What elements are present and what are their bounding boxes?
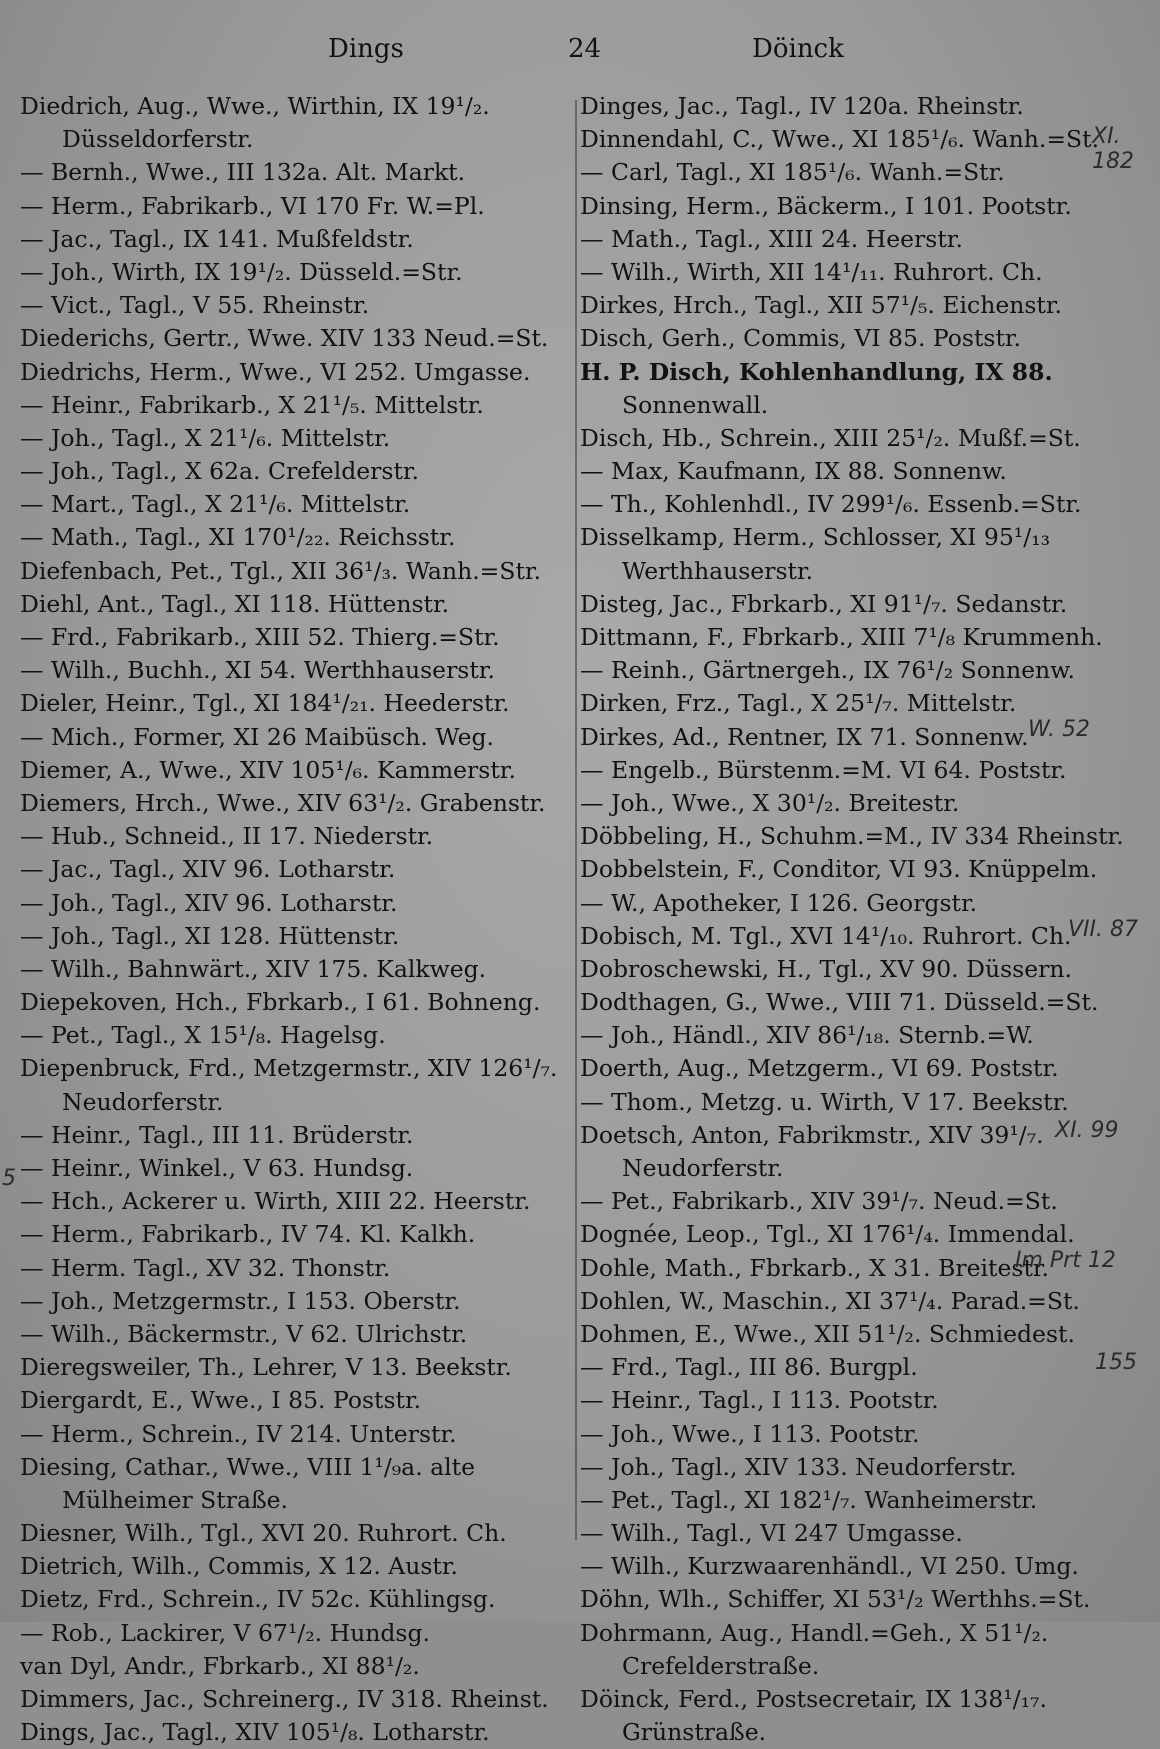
directory-entry-line: Dirkes, Hrch., Tagl., XII 57¹/₅. Eichenstr. bbox=[580, 291, 1063, 320]
directory-entry-line: Düsseldorferstr. bbox=[62, 125, 254, 154]
directory-entry-line: Dohrmann, Aug., Handl.=Geh., X 51¹/₂. bbox=[580, 1618, 1049, 1647]
directory-entry-line: Crefelderstraße. bbox=[622, 1651, 820, 1680]
handwritten-note: Im Prt 12 bbox=[1015, 1248, 1116, 1273]
directory-entry-line: Diehl, Ant., Tagl., XI 118. Hüttenstr. bbox=[20, 589, 450, 618]
handwritten-note: 5 bbox=[2, 1166, 16, 1191]
directory-entry-line: — Wilh., Buchh., XI 54. Werthhauserstr. bbox=[20, 656, 495, 685]
directory-entry-line: Dobbelstein, F., Conditor, VI 93. Knüppelm. bbox=[580, 855, 1098, 884]
directory-entry-line: H. P. Disch, Kohlenhandlung, IX 88. bbox=[580, 357, 1053, 386]
directory-entry-line: — Wilh., Bahnwärt., XIV 175. Kalkweg. bbox=[20, 954, 487, 983]
directory-entry-line: — Herm. Tagl., XV 32. Thonstr. bbox=[20, 1253, 391, 1282]
directory-entry-line: — Heinr., Tagl., III 11. Brüderstr. bbox=[20, 1120, 414, 1149]
directory-entry-line: — Wilh., Wirth, XII 14¹/₁₁. Ruhrort. Ch. bbox=[580, 257, 1043, 286]
directory-entry-line: Döbbeling, H., Schuhm.=M., IV 334 Rheinstr. bbox=[580, 822, 1124, 851]
directory-entry-line: — Math., Tagl., XI 170¹/₂₂. Reichsstr. bbox=[20, 523, 456, 552]
directory-entry-line: Diemers, Hrch., Wwe., XIV 63¹/₂. Grabenstr. bbox=[20, 788, 546, 817]
directory-entry-line: — Jac., Tagl., IX 141. Mußfeldstr. bbox=[20, 224, 414, 253]
directory-entry-line: — Joh., Wwe., I 113. Pootstr. bbox=[580, 1419, 920, 1448]
column-divider bbox=[575, 100, 577, 1540]
directory-entry-line: Dinges, Jac., Tagl., IV 120a. Rheinstr. bbox=[580, 92, 1024, 120]
header-first-entry: Dings bbox=[328, 34, 404, 64]
directory-entry-line: Diemer, A., Wwe., XIV 105¹/₆. Kammerstr. bbox=[20, 755, 516, 784]
directory-entry-line: Disch, Gerh., Commis, VI 85. Poststr. bbox=[580, 324, 1022, 353]
directory-entry-line: Dohmen, E., Wwe., XII 51¹/₂. Schmiedest. bbox=[580, 1319, 1075, 1348]
directory-entry-line: — Vict., Tagl., V 55. Rheinstr. bbox=[20, 291, 370, 320]
directory-entry-line: — Th., Kohlenhdl., IV 299¹/₆. Essenb.=Str. bbox=[580, 490, 1082, 519]
directory-entry-line: — Herm., Schrein., IV 214. Unterstr. bbox=[20, 1419, 457, 1448]
directory-entry-line: Dognée, Leop., Tgl., XI 176¹/₄. Immendal. bbox=[580, 1220, 1075, 1249]
directory-entry-line: Dinsing, Herm., Bäckerm., I 101. Pootstr. bbox=[580, 191, 1072, 220]
directory-entry-line: — Pet., Tagl., XI 182¹/₇. Wanheimerstr. bbox=[580, 1485, 1038, 1514]
directory-entry-line: Doerth, Aug., Metzgerm., VI 69. Poststr. bbox=[580, 1054, 1059, 1083]
directory-entry-line: — Pet., Tagl., X 15¹/₈. Hagelsg. bbox=[20, 1021, 386, 1050]
directory-entry-line: Disch, Hb., Schrein., XIII 25¹/₂. Mußf.=St. bbox=[580, 423, 1081, 452]
directory-entry-line: Diergardt, E., Wwe., I 85. Poststr. bbox=[20, 1386, 422, 1415]
directory-entry-line: — Heinr., Winkel., V 63. Hundsg. bbox=[20, 1154, 414, 1182]
page-number: 24 bbox=[568, 34, 602, 64]
directory-entry-line: Dodthagen, G., Wwe., VIII 71. Düsseld.=St. bbox=[580, 988, 1099, 1017]
directory-entry-line: Diedrich, Aug., Wwe., Wirthin, IX 19¹/₂. bbox=[20, 92, 490, 120]
directory-entry-line: — Bernh., Wwe., III 132a. Alt. Markt. bbox=[20, 158, 466, 187]
directory-entry-line: Dohle, Math., Fbrkarb., X 31. Breitestr. bbox=[580, 1253, 1050, 1282]
handwritten-note: 155 bbox=[1095, 1350, 1137, 1375]
directory-entry-line: Diesing, Cathar., Wwe., VIII 1¹/₉a. alte bbox=[20, 1452, 476, 1481]
directory-entry-line: — Herm., Fabrikarb., IV 74. Kl. Kalkh. bbox=[20, 1220, 476, 1249]
directory-entry-line: — Joh., Tagl., XI 128. Hüttenstr. bbox=[20, 921, 400, 950]
directory-entry-line: — Engelb., Bürstenm.=M. VI 64. Poststr. bbox=[580, 755, 1067, 784]
directory-entry-line: Dimmers, Jac., Schreinerg., IV 318. Rheinst. bbox=[20, 1685, 549, 1713]
directory-entry-line: Dieler, Heinr., Tgl., XI 184¹/₂₁. Heederstr. bbox=[20, 689, 510, 718]
directory-entry-line: — Frd., Tagl., III 86. Burgpl. bbox=[580, 1353, 918, 1382]
directory-entry-line: Dietrich, Wilh., Commis, X 12. Austr. bbox=[20, 1552, 458, 1581]
directory-entry-line: Grünstraße. bbox=[622, 1718, 767, 1747]
directory-entry-line: — Joh., Händl., XIV 86¹/₁₈. Sternb.=W. bbox=[580, 1021, 1034, 1050]
directory-entry-line: Diepekoven, Hch., Fbrkarb., I 61. Bohneng. bbox=[20, 988, 541, 1017]
directory-entry-line: — Heinr., Fabrikarb., X 21¹/₅. Mittelstr. bbox=[20, 390, 484, 419]
directory-entry-line: Dinnendahl, C., Wwe., XI 185¹/₆. Wanh.=St. bbox=[580, 125, 1100, 154]
directory-entry-line: — Joh., Metzgermstr., I 153. Oberstr. bbox=[20, 1286, 461, 1315]
directory-entry-line: — Mich., Former, XI 26 Maibüsch. Weg. bbox=[20, 722, 495, 751]
directory-entry-line: — Thom., Metzg. u. Wirth, V 17. Beekstr. bbox=[580, 1087, 1069, 1116]
directory-entry-line: Dobisch, M. Tgl., XVI 14¹/₁₀. Ruhrort. Ch. bbox=[580, 921, 1072, 950]
directory-entry-line: Sonnenwall. bbox=[622, 390, 769, 419]
directory-entry-line: — Jac., Tagl., XIV 96. Lotharstr. bbox=[20, 855, 396, 884]
directory-entry-line: Disteg, Jac., Fbrkarb., XI 91¹/₇. Sedanstr. bbox=[580, 589, 1068, 618]
directory-entry-line: — Carl, Tagl., XI 185¹/₆. Wanh.=Str. bbox=[580, 158, 1005, 187]
directory-entry-line: — Math., Tagl., XIII 24. Heerstr. bbox=[580, 224, 963, 253]
directory-entry-line: — Reinh., Gärtnergeh., IX 76¹/₂ Sonnenw. bbox=[580, 656, 1075, 685]
directory-entry-line: Diefenbach, Pet., Tgl., XII 36¹/₃. Wanh.=Str. bbox=[20, 556, 542, 585]
handwritten-note: W. 52 bbox=[1028, 717, 1090, 742]
directory-entry-line: van Dyl, Andr., Fbrkarb., XI 88¹/₂. bbox=[20, 1651, 420, 1680]
directory-entry-line: Dings, Jac., Tagl., XIV 105¹/₈. Lotharstr. bbox=[20, 1718, 490, 1747]
directory-entry-line: Dietz, Frd., Schrein., IV 52c. Kühlingsg. bbox=[20, 1585, 496, 1614]
directory-entry-line: — Mart., Tagl., X 21¹/₆. Mittelstr. bbox=[20, 490, 411, 519]
directory-entry-line: — Wilh., Kurzwaarenhändl., VI 250. Umg. bbox=[580, 1552, 1079, 1581]
directory-entry-line: — Joh., Tagl., XIV 96. Lotharstr. bbox=[20, 888, 398, 917]
directory-entry-line: — Hub., Schneid., II 17. Niederstr. bbox=[20, 822, 434, 851]
directory-entry-line: — Hch., Ackerer u. Wirth, XIII 22. Heerstr. bbox=[20, 1187, 531, 1216]
directory-entry-line: Disselkamp, Herm., Schlosser, XI 95¹/₁₃ bbox=[580, 523, 1050, 552]
directory-entry-line: — Frd., Fabrikarb., XIII 52. Thierg.=Str. bbox=[20, 623, 500, 651]
directory-entry-line: — Joh., Wwe., X 30¹/₂. Breitestr. bbox=[580, 788, 960, 817]
directory-entry-line: — Wilh., Bäckermstr., V 62. Ulrichstr. bbox=[20, 1319, 468, 1348]
directory-entry-line: — Joh., Tagl., X 21¹/₆. Mittelstr. bbox=[20, 423, 391, 452]
directory-entry-line: — W., Apotheker, I 126. Georgstr. bbox=[580, 888, 978, 917]
directory-entry-line: Diepenbruck, Frd., Metzgermstr., XIV 126¹/₇. bbox=[20, 1054, 558, 1083]
directory-entry-line: — Heinr., Tagl., I 113. Pootstr. bbox=[580, 1386, 939, 1415]
directory-entry-line: Döhn, Wlh., Schiffer, XI 53¹/₂ Werthhs.=St. bbox=[580, 1585, 1091, 1614]
directory-entry-line: Dobroschewski, H., Tgl., XV 90. Düssern. bbox=[580, 954, 1072, 983]
directory-entry-line: — Herm., Fabrikarb., VI 170 Fr. W.=Pl. bbox=[20, 191, 485, 220]
directory-entry-line: Werthhauserstr. bbox=[622, 556, 814, 585]
directory-entry-line: Dirken, Frz., Tagl., X 25¹/₇. Mittelstr. bbox=[580, 689, 1017, 718]
directory-entry-line: — Wilh., Tagl., VI 247 Umgasse. bbox=[580, 1519, 963, 1548]
left-column bbox=[20, 90, 568, 1749]
handwritten-note: VII. 87 bbox=[1068, 917, 1139, 942]
directory-entry-line: Dohlen, W., Maschin., XI 37¹/₄. Parad.=St. bbox=[580, 1286, 1080, 1315]
directory-entry-line: Neudorferstr. bbox=[62, 1087, 224, 1116]
directory-entry-line: — Rob., Lackirer, V 67¹/₂. Hundsg. bbox=[20, 1618, 430, 1647]
directory-entry-line: Dirkes, Ad., Rentner, IX 71. Sonnenw. bbox=[580, 722, 1029, 751]
handwritten-note: XI. 182 bbox=[1092, 124, 1134, 174]
directory-entry-line: — Joh., Tagl., XIV 133. Neudorferstr. bbox=[580, 1452, 1017, 1481]
directory-entry-line: Diesner, Wilh., Tgl., XVI 20. Ruhrort. Ch. bbox=[20, 1519, 507, 1548]
directory-entry-line: Neudorferstr. bbox=[622, 1154, 784, 1182]
directory-entry-line: — Joh., Wirth, IX 19¹/₂. Düsseld.=Str. bbox=[20, 257, 463, 286]
directory-entry-line: Dittmann, F., Fbrkarb., XIII 7¹/₈ Krummenh. bbox=[580, 623, 1103, 651]
handwritten-note: XI. 99 bbox=[1055, 1118, 1119, 1143]
directory-entry-line: Diederichs, Gertr., Wwe. XIV 133 Neud.=St. bbox=[20, 324, 549, 353]
directory-entry-line: — Pet., Fabrikarb., XIV 39¹/₇. Neud.=St. bbox=[580, 1187, 1058, 1216]
directory-entry-line: Doetsch, Anton, Fabrikmstr., XIV 39¹/₇. bbox=[580, 1120, 1044, 1149]
directory-entry-line: — Max, Kaufmann, IX 88. Sonnenw. bbox=[580, 457, 1007, 486]
directory-entry-line: Döinck, Ferd., Postsecretair, IX 138¹/₁₇. bbox=[580, 1685, 1047, 1713]
page-header bbox=[0, 28, 1160, 74]
header-last-entry: Döinck bbox=[752, 34, 844, 64]
directory-entry-line: — Joh., Tagl., X 62a. Crefelderstr. bbox=[20, 457, 420, 486]
directory-entry-line: Mülheimer Straße. bbox=[62, 1485, 289, 1514]
directory-entry-line: Diedrichs, Herm., Wwe., VI 252. Umgasse. bbox=[20, 357, 531, 386]
right-column bbox=[580, 90, 1150, 1749]
directory-entry-line: Dieregsweiler, Th., Lehrer, V 13. Beekstr. bbox=[20, 1353, 512, 1382]
